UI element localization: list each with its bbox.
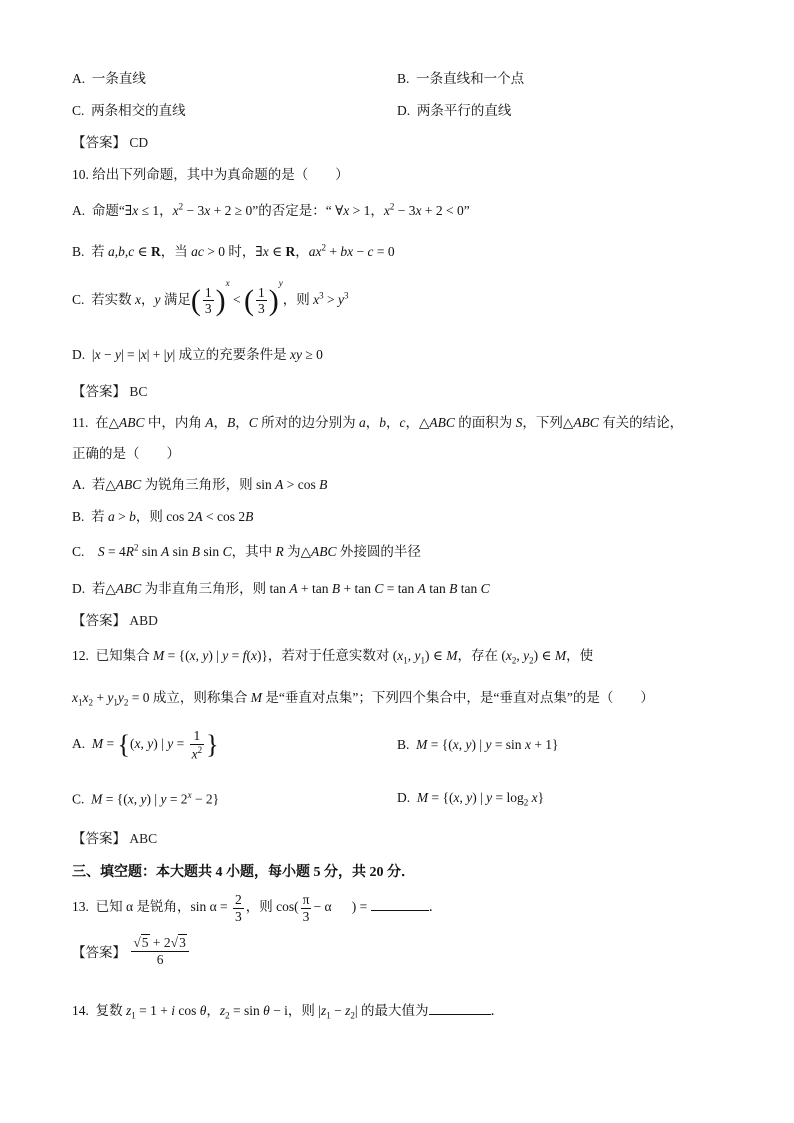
q11-option-c: C. $S = 4R^2$ sin A sin B sin C，其中 R 为△ABC 外接圆的半径: [72, 542, 421, 559]
answer-tag: 【答案】: [72, 135, 126, 150]
answer-tag: 【答案】: [72, 613, 126, 628]
q9-option-b: B. 一条直线和一个点: [397, 71, 525, 86]
q10-option-b: B. 若 a,b,c ∈ R，当 ac > 0 时，∃x ∈ R，$ax^2$ + bx − c = 0: [72, 242, 395, 259]
answer-tag: 【答案】: [72, 831, 126, 846]
q11-answer: [72, 609, 158, 629]
q11-stem-line2: 正确的是（ ）: [72, 446, 180, 461]
q12-option-a: A. M = {(x, y) | y = $\frac{1}{x^2}$ }: [72, 728, 219, 762]
q9-option-c: C. 两条相交的直线: [72, 103, 186, 118]
q10-option-c: C. 若实数 x，y 满足( $\frac{1}{3}$ )$^x$ < ( $\frac{1}{3}$ )$^y$，则 $x^3 > y^3$: [72, 278, 349, 317]
q14-stem: 14. 复数 $z_1 = 1 + i$ cos θ，$z_2 = \sin \theta - i$，则 $|z_1 - z_2|$ 的最大值为 ．: [72, 1003, 504, 1021]
q12-option-b: B. M = {(x, y) | y = sin x + 1}: [397, 737, 559, 752]
q10-stem: 10. 给出下列命题，其中为真命题的是（ ）: [72, 167, 349, 182]
q11-option-d: D. 若△ABC 为非直角三角形，则 tan A + tan B + tan C = tan A tan B tan C: [72, 581, 490, 596]
q10-answer: [72, 380, 147, 400]
answer-value: CD: [129, 135, 149, 150]
q10-option-a: A. 命题“∃x ≤ 1，$x^2 - 3x + 2 \ge 0$”的否定是：“ ∀x > 1，$x^2 - 3x + 2 < 0$”: [72, 201, 470, 218]
q12-stem-line2: $x_1x_2 + y_1y_2 = 0$ 成立，则称集合 M 是“垂直对点集”；下列四个集合中，是“垂直对点集”的是（ ）: [72, 690, 654, 708]
answer-tag: 【答案】: [72, 945, 126, 961]
q13-answer-fraction: $\frac{√5 + 2√3}{6}$: [131, 935, 188, 967]
q12-answer: [72, 827, 157, 847]
q13-stem: 13. 已知 α 是锐角，sin α = $\frac{2}{3}$ ，则 cos( $\frac{\pi}{3}$ − α ) = ．: [72, 892, 443, 924]
answer-value: ABC: [129, 831, 158, 846]
q13-answer: [72, 935, 191, 967]
answer-tag: 【答案】: [72, 384, 126, 399]
answer-value: ABD: [129, 613, 158, 628]
q14-answer-blank: [429, 1002, 491, 1015]
q12-option-d: D. M = {(x, y) | $y = \log_2 x$}: [397, 790, 545, 808]
q12-option-c: C. M = {(x, y) | $y = 2^x - 2$}: [72, 790, 220, 807]
q9-option-d: D. 两条平行的直线: [397, 103, 512, 118]
q11-option-a: A. 若△ABC 为锐角三角形，则 sin A > cos B: [72, 477, 328, 492]
section-3-heading: 三、填空题：本大题共 4 小题，每小题 5 分，共 20 分．: [72, 865, 415, 880]
q11-option-b: B. 若 a > b，则 cos 2A < cos 2B: [72, 509, 254, 524]
q11-stem-line1: 11. 在△ABC 中，内角 A，B，C 所对的边分别为 a，b，c，△ABC 的面积为 S，下列△ABC 有关的结论，: [72, 415, 684, 430]
q13-answer-blank: [371, 898, 429, 911]
answer-value: BC: [129, 384, 148, 399]
q9-answer: [72, 131, 148, 151]
q10-option-d: D. |x − y| = |x| + |y| 成立的充要条件是 xy ≥ 0: [72, 347, 323, 362]
q9-option-a: A. 一条直线: [72, 71, 146, 86]
q12-stem-line1: 12. 已知集合 M = {(x, y) | y = f(x)}，若对于任意实数对 ($x_1$, $y_1$) ∈ M，存在 ($x_2$, $y_2$) ∈ M，使: [72, 648, 594, 666]
